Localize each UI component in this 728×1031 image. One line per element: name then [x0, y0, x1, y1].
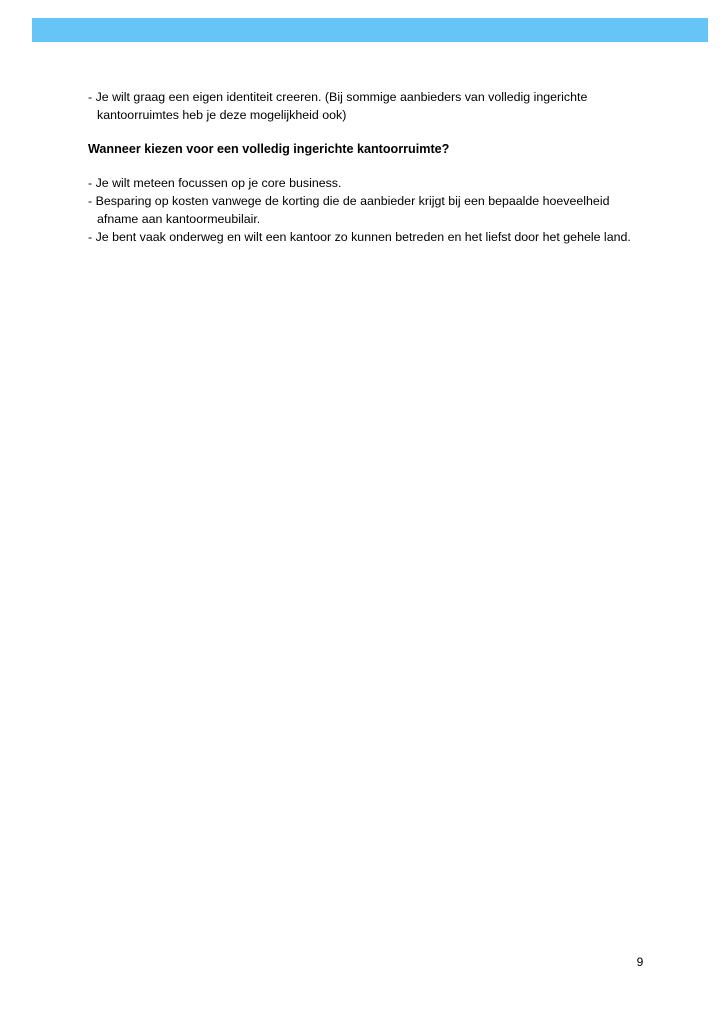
bullet-item: - Je bent vaak onderweg en wilt een kantoor zo kunnen betreden en het liefst door het gehele land. [88, 230, 631, 244]
page-number: 9 [636, 955, 644, 969]
section-heading: Wanneer kiezen voor een volledig ingerichte kantoorruimte? [88, 142, 450, 156]
document-body [88, 88, 648, 246]
bullet-item: - Je wilt graag een eigen identiteit creeren. (Bij sommige aanbieders van volledig ingerichte kantoorruimtes heb je deze mogelijkheid ook) [88, 90, 588, 122]
bullet-item: - Je wilt meteen focussen op je core business. [88, 176, 342, 190]
bullet-item: - Besparing op kosten vanwege de korting die de aanbieder krijgt bij een bepaalde hoeveelheid afname aan kantoormeubilair. [88, 194, 610, 226]
header-band [32, 18, 708, 42]
